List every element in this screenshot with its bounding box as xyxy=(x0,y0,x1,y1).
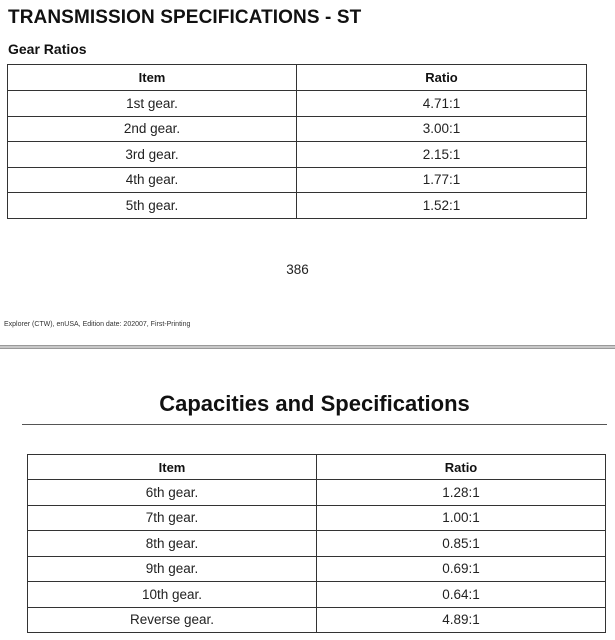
table-row xyxy=(8,116,587,142)
item-cell: 6th gear. xyxy=(28,480,317,506)
ratio-cell: 1.52:1 xyxy=(297,193,587,219)
table-row xyxy=(28,607,606,633)
subsection-title: Gear Ratios xyxy=(8,41,87,57)
ratio-cell: 1.77:1 xyxy=(297,167,587,193)
item-cell: 2nd gear. xyxy=(8,116,297,142)
item-cell: 10th gear. xyxy=(28,582,317,608)
ratio-cell: 1.28:1 xyxy=(317,480,606,506)
ratio-cell: 0.69:1 xyxy=(317,556,606,582)
ratio-cell: 0.85:1 xyxy=(317,531,606,557)
table-row xyxy=(28,531,606,557)
table-row xyxy=(8,193,587,219)
item-cell: 3rd gear. xyxy=(8,142,297,168)
ratio-cell: 0.64:1 xyxy=(317,582,606,608)
table-row xyxy=(28,556,606,582)
item-cell: 8th gear. xyxy=(28,531,317,557)
section-title: TRANSMISSION SPECIFICATIONS - ST xyxy=(8,7,362,28)
table-row xyxy=(8,142,587,168)
column-header-ratio: Ratio xyxy=(317,455,606,480)
item-cell: 7th gear. xyxy=(28,505,317,531)
page-number: 386 xyxy=(286,262,309,277)
item-cell: 4th gear. xyxy=(8,167,297,193)
gear-ratios-table xyxy=(7,64,587,219)
ratio-cell: 4.71:1 xyxy=(297,91,587,117)
item-cell: 1st gear. xyxy=(8,91,297,117)
table-row xyxy=(8,167,587,193)
table-row xyxy=(28,480,606,506)
column-header-ratio: Ratio xyxy=(297,65,587,91)
chapter-title: Capacities and Specifications xyxy=(159,391,470,416)
ratio-cell: 3.00:1 xyxy=(297,116,587,142)
item-cell: 5th gear. xyxy=(8,193,297,219)
ratio-cell: 4.89:1 xyxy=(317,607,606,633)
edition-footer: Explorer (CTW), enUSA, Edition date: 202007, First-Printing xyxy=(4,321,191,328)
document-page-capacities xyxy=(0,349,615,640)
table-header-row xyxy=(28,455,606,480)
ratio-cell: 1.00:1 xyxy=(317,505,606,531)
item-cell: Reverse gear. xyxy=(28,607,317,633)
item-cell: 9th gear. xyxy=(28,556,317,582)
gear-ratios-table-continued xyxy=(27,454,606,633)
column-header-item: Item xyxy=(8,65,297,91)
table-row xyxy=(8,91,587,117)
column-header-item: Item xyxy=(28,455,317,480)
table-header-row xyxy=(8,65,587,91)
table-row xyxy=(28,505,606,531)
chapter-title-rule xyxy=(22,424,607,425)
table-row xyxy=(28,582,606,608)
ratio-cell: 2.15:1 xyxy=(297,142,587,168)
